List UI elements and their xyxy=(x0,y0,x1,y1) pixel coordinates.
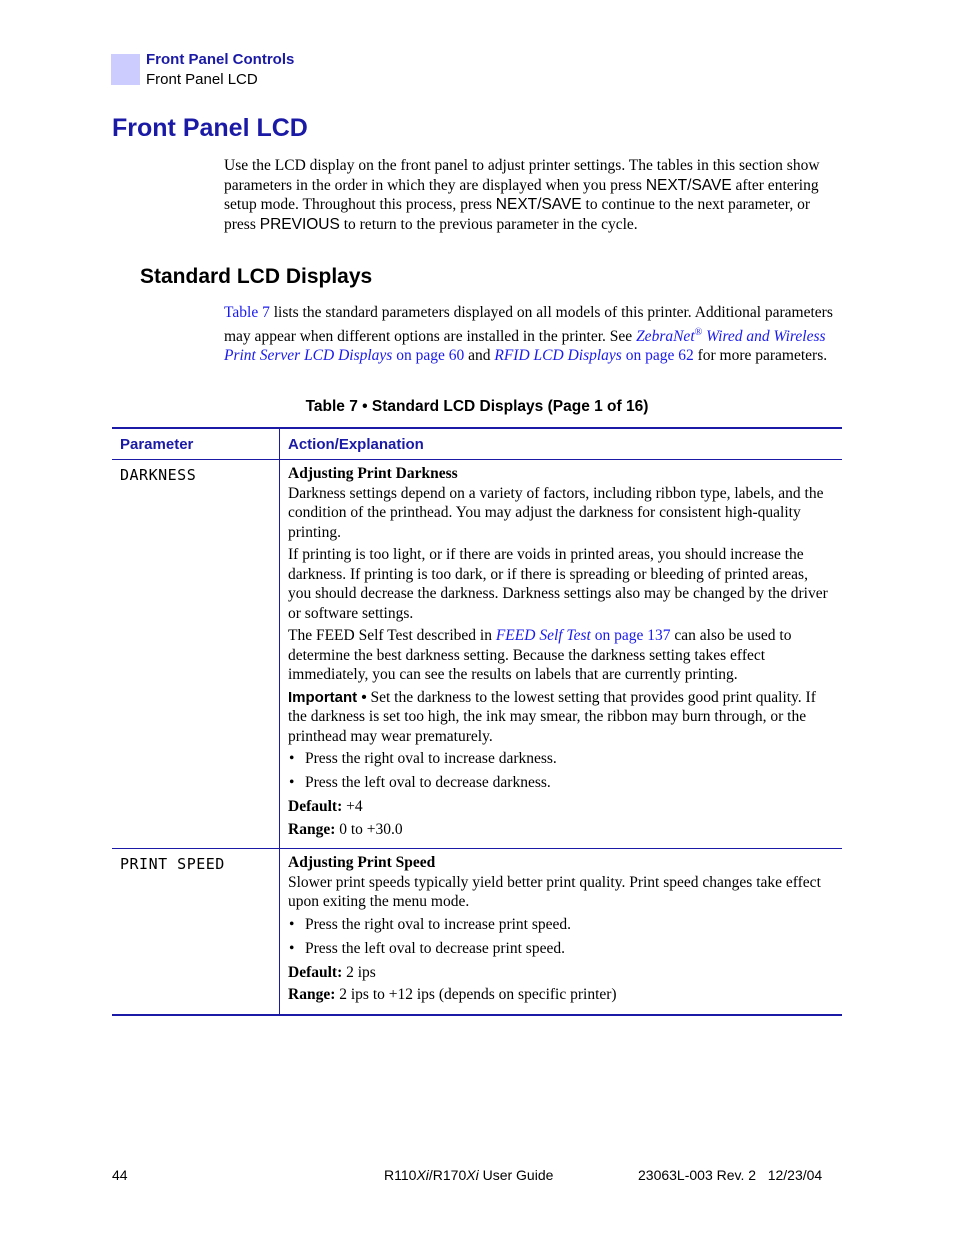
column-header-parameter: Parameter xyxy=(112,429,280,459)
table-caption: Table 7 • Standard LCD Displays (Page 1 of 16) xyxy=(305,398,649,415)
std-text-and: and xyxy=(464,347,495,365)
table-header-row xyxy=(112,429,842,460)
registered-mark: ® xyxy=(694,326,703,338)
feed-self-test-link[interactable] xyxy=(496,627,671,644)
rfid-link-page: on page 62 xyxy=(621,347,694,365)
intro-text-2: after entering setup mode. Throughout this process, press xyxy=(224,176,819,213)
zebranet-link-text: ZebraNet xyxy=(636,327,695,345)
key-next-save-1: NEXT/SAVE xyxy=(645,176,732,194)
darkness-paragraph-3 xyxy=(288,626,834,685)
print-speed-paragraph: Slower print speeds typically yield better print quality. Print speed changes take effect upon exiting the menu mode. xyxy=(288,873,821,910)
std-text-1: lists the standard parameters displayed on all models of this printer. Additional parameters may appear when different options are installed in the printer. See xyxy=(224,304,833,345)
table-7-link[interactable]: Table 7 xyxy=(224,304,270,321)
intro-text-1: Use the LCD display on the front panel to adjust printer settings. The tables in this section show parameters in the order in which they are displayed when you press xyxy=(224,157,820,194)
intro-text-4: to return to the previous parameter in the cycle. xyxy=(339,215,638,233)
rfid-link[interactable] xyxy=(494,347,693,364)
document-number: 23063L-003 Rev. 2 12/23/04 xyxy=(638,1167,823,1183)
lcd-parameter-print-speed: PRINT SPEED xyxy=(112,849,280,1014)
darkness-title: Adjusting Print Darkness xyxy=(288,465,458,482)
important-text: Set the darkness to the lowest setting that provides good print quality. If the darkness is set too high, the ink may smear, the ribbon may burn through, or the printhead may wear prematurely. xyxy=(288,688,816,745)
darkness-p3-text-b: can also be used to determine the best darkness setting. Because the darkness setting takes effect immediately, you can see the results on labels that are currently printing. xyxy=(288,627,792,683)
print-speed-default-value: 2 ips xyxy=(342,963,376,981)
table-row-print-speed xyxy=(112,848,842,1014)
column-header-action: Action/Explanation xyxy=(288,436,424,453)
guide-title xyxy=(384,1167,553,1183)
list-item: • Press the right oval to increase print speed. xyxy=(288,915,834,935)
darkness-p3-text-a: The FEED Self Test described in xyxy=(288,627,496,644)
intro-paragraph xyxy=(224,156,844,234)
header-tab-marker xyxy=(111,54,140,85)
print-speed-explanation xyxy=(280,849,842,1014)
darkness-range-value: 0 to +30.0 xyxy=(335,820,403,838)
guide-title-d: Xi xyxy=(466,1167,479,1183)
list-item: • Press the left oval to decrease print speed. xyxy=(288,939,834,959)
guide-title-a: R110 xyxy=(384,1167,417,1183)
darkness-default-value: +4 xyxy=(342,798,363,815)
guide-title-e: User Guide xyxy=(478,1167,554,1183)
lcd-parameters-table xyxy=(112,427,842,1016)
list-item: • Press the left oval to decrease darkness. xyxy=(288,773,834,793)
guide-title-c: /R170 xyxy=(428,1167,467,1183)
print-speed-title: Adjusting Print Speed xyxy=(288,854,436,871)
default-label: Default: xyxy=(288,963,343,981)
lcd-parameter-darkness: DARKNESS xyxy=(112,460,280,848)
darkness-important-note xyxy=(288,688,834,747)
header-subsection-title: Front Panel LCD xyxy=(146,71,258,88)
feed-self-test-link-page: on page 137 xyxy=(590,627,671,644)
page-number: 44 xyxy=(112,1167,128,1183)
default-label: Default: xyxy=(288,798,343,815)
range-label: Range: xyxy=(288,820,336,838)
important-label: Important • xyxy=(288,688,367,706)
zebranet-link-page: on page 60 xyxy=(392,347,465,365)
std-text-2: for more parameters. xyxy=(693,347,828,365)
page-title: Front Panel LCD xyxy=(112,114,308,142)
guide-title-b: Xi xyxy=(416,1167,429,1183)
zebranet-link-title: Wired and Wireless Print Server LCD Displays xyxy=(224,327,826,365)
standard-displays-paragraph xyxy=(224,303,844,366)
rfid-link-title: RFID LCD Displays xyxy=(494,347,622,365)
darkness-bullets xyxy=(288,749,834,793)
print-speed-bullets xyxy=(288,915,834,959)
intro-text-3: to continue to the next parameter, or press xyxy=(224,196,811,233)
darkness-explanation xyxy=(280,460,842,848)
key-next-save-2: NEXT/SAVE xyxy=(495,196,582,213)
key-previous: PREVIOUS xyxy=(259,215,340,233)
darkness-paragraph-2: If printing is too light, or if there are voids in printed areas, you should increase the darkness. If printing is too dark, or if there is spreading or bleeding of printed areas, you should decrease the darkness. Darkness settings also may be changed by the driver or software settings. xyxy=(288,546,828,622)
header-section-title: Front Panel Controls xyxy=(146,51,295,68)
print-speed-range-value: 2 ips to +12 ips (depends on specific printer) xyxy=(335,986,617,1003)
range-label: Range: xyxy=(288,986,336,1003)
table-row-darkness xyxy=(112,460,842,848)
feed-self-test-link-title: FEED Self Test xyxy=(495,627,591,644)
section-heading: Standard LCD Displays xyxy=(140,265,373,288)
list-item: • Press the right oval to increase darkness. xyxy=(288,749,834,769)
darkness-paragraph-1: Darkness settings depend on a variety of factors, including ribbon type, labels, and the condition of the printhead. You may adjust the darkness for consistent high-quality printing. xyxy=(288,484,824,541)
